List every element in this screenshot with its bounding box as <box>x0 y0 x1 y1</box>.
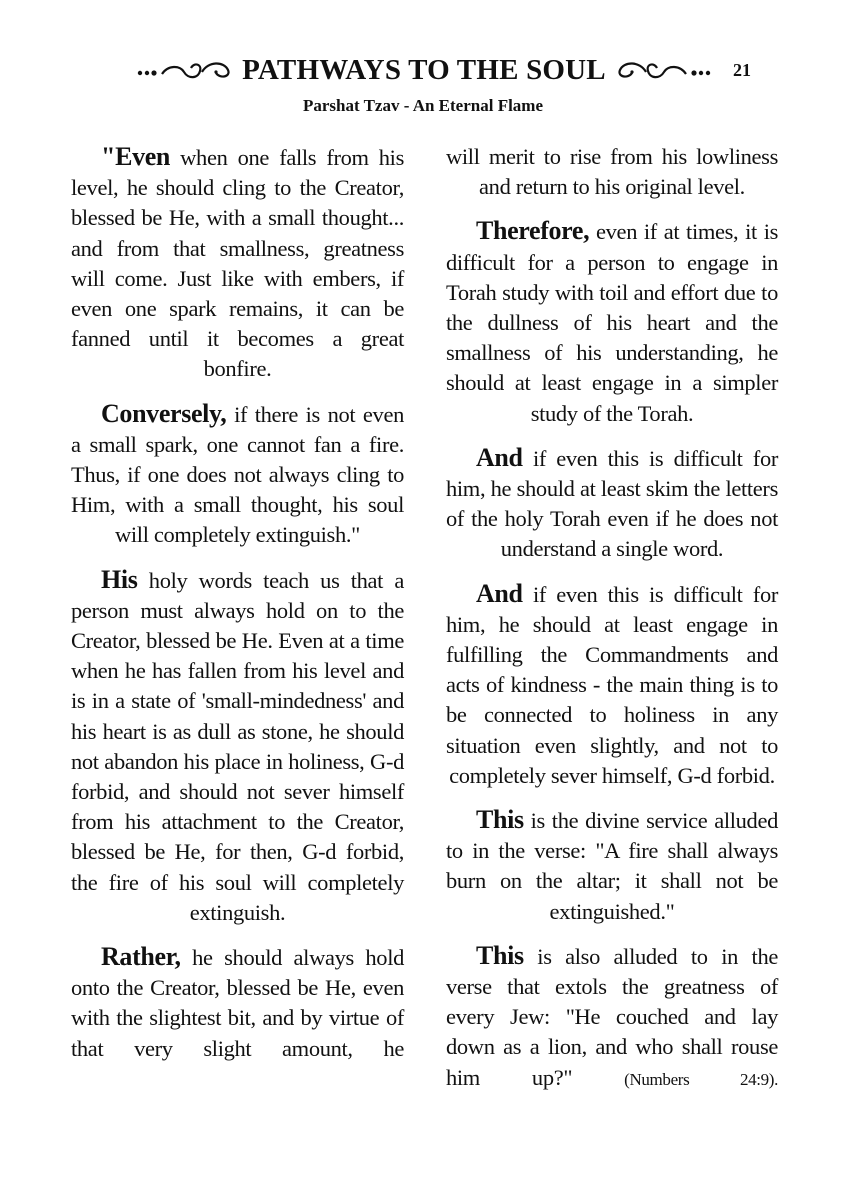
lead-word: This <box>476 805 524 835</box>
left-column <box>71 142 404 1078</box>
lead-word: And <box>476 578 523 608</box>
lead-word: Rather, <box>101 942 181 972</box>
paragraph-text: is also alluded to in the verse that extols the greatness of every Jew: "He couched and lay down as a lion, and who shall rouse him up?" <box>446 943 778 1090</box>
paragraph-text: if even this is difficult for him, he should at least skim the letters of the holy Torah even if he does not understand a single word. <box>446 445 778 562</box>
lead-word: This <box>476 940 524 970</box>
left-ornament-icon <box>136 59 234 81</box>
lead-word: Conversely, <box>101 398 227 428</box>
paragraph <box>446 216 778 428</box>
paragraph-text: holy words teach us that a person must always hold on to the Creator, blessed be He. Even at a time when he has fallen from his level and is in a state of 'small-mindedness' and his heart is as dull as stone, he should not abandon his place in holiness, G-d forbid, and should not sever himself from his attachment to the Creator, blessed be He, for then, G-d forbid, the fire of his soul will completely extinguish. <box>71 567 404 925</box>
paragraph-text: is the divine service alluded to in the verse: "A fire shall always burn on the altar; it shall not be extinguished." <box>446 808 778 924</box>
paragraph <box>71 142 404 385</box>
paragraph <box>446 443 778 565</box>
paragraph-text: if there is not even a small spark, one cannot fan a fire. Thus, if one does not always cling to Him, with a small thought, his soul will completely extinguish." <box>71 401 404 548</box>
lead-word: His <box>101 564 138 594</box>
lead-word: "Even <box>101 142 171 171</box>
paragraph <box>71 565 404 928</box>
paragraph <box>71 399 404 551</box>
page-header <box>0 50 846 90</box>
paragraph-text: if even this is difficult for him, he should at least engage in fulfilling the Commandments and acts of kindness - the main thing is to be connected to holiness in any situation even slightly, and not to completely sever himself, G-d forbid. <box>446 581 778 788</box>
paragraph-text: when one falls from his level, he should cling to the Creator, blessed be He, with a small thought... and from that smallness, greatness will come. Just like with embers, if even one spark remains, it can be fanned until it becomes a great bonfire. <box>71 145 404 382</box>
paragraph <box>446 805 778 927</box>
chapter-subtitle: Parshat Tzav - An Eternal Flame <box>302 96 544 115</box>
page-number: 21 <box>733 60 751 80</box>
right-column <box>446 142 778 1109</box>
continued-paragraph: will merit to rise from his lowliness and return to his original level. <box>446 144 778 200</box>
right-ornament-icon <box>614 59 712 81</box>
title-block <box>128 50 720 90</box>
paragraph-text: even if at times, it is difficult for a person to engage in Torah study with toil and effort due to the dullness of his heart and the smallness of his understanding, he should at least engage in a simpler study of the Torah. <box>446 219 778 426</box>
paragraph <box>446 579 778 791</box>
paragraph-text: he should always hold onto the Creator, blessed be He, even with the slightest bit, and by virtue of that very slight amount, he <box>71 945 404 1061</box>
lead-word: Therefore, <box>476 216 590 246</box>
citation: (Numbers 24:9). <box>624 1069 778 1089</box>
paragraph <box>71 942 404 1064</box>
book-title: PATHWAYS TO THE SOUL <box>242 53 606 86</box>
lead-word: And <box>476 442 523 472</box>
paragraph <box>446 941 778 1095</box>
